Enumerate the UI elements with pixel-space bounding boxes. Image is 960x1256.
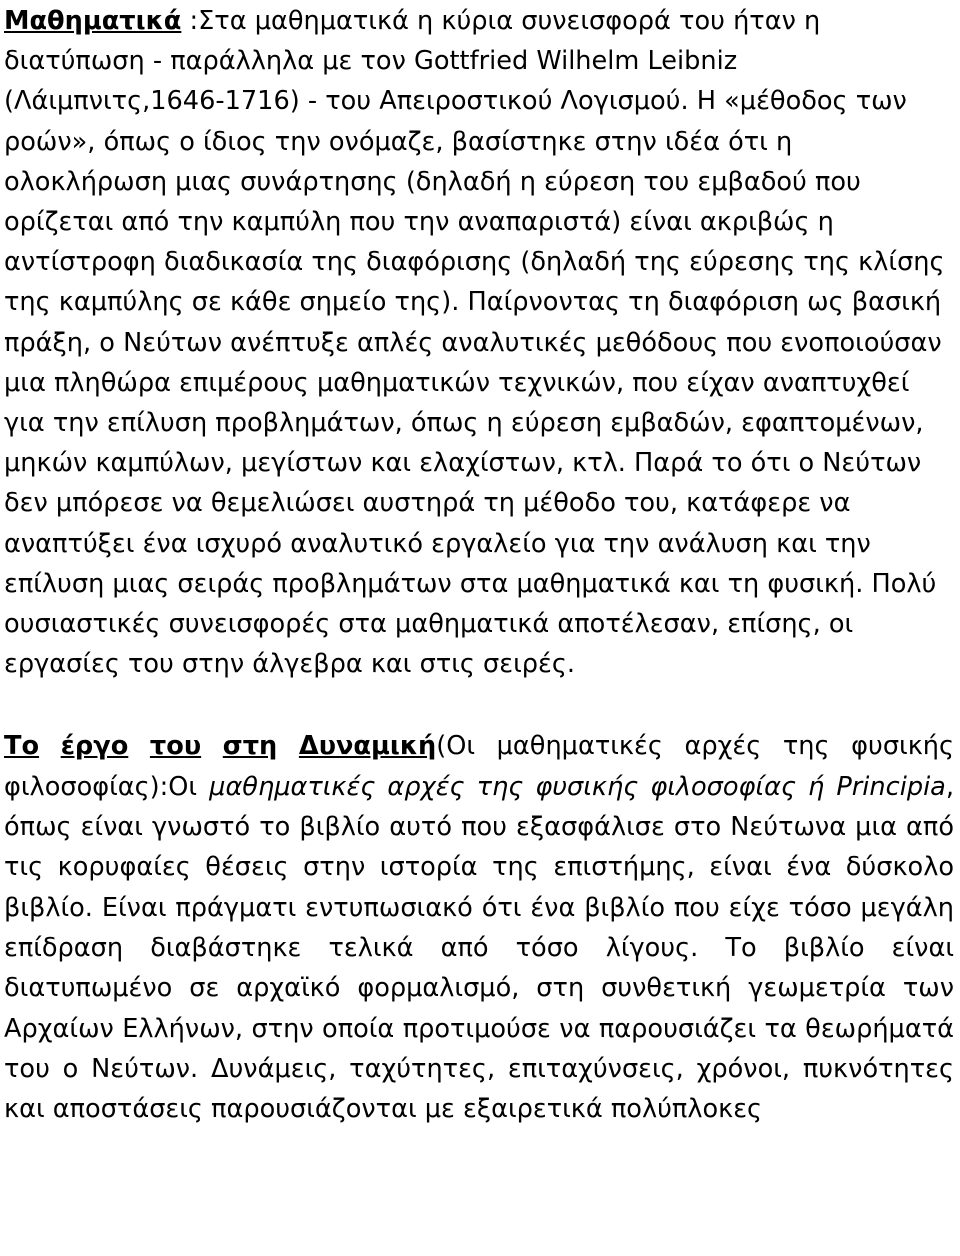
dynamics-paragraph <box>4 726 954 1129</box>
dynamics-heading-word-5: Δυναμική <box>298 731 437 762</box>
mathematics-body: Στα μαθηματικά η κύρια συνεισφορά του ήταν η διατύπωση - παράλληλα με τον Gottfried Wilhelm Leibniz (Λάιμπνιτς,1646-1716) - του Απειροστικού Λογισμού. Η «μέθοδος των ροών», όπως ο ίδιος την ονόμαζε, βασίστηκε στην ιδέα ότι η ολοκλήρωση μιας συνάρτησης (δηλαδή η εύρεση του εμβαδού που ορίζεται από την καμπύλη που την αναπαριστά) είναι ακριβώς η αντίστροφη διαδικασία της διαφόρισης (δηλαδή της εύρεσης της κλίσης της καμπύλης σε κάθε σημείο της). Παίρνοντας τη διαφόριση ως βασική πράξη, ο Νεύτων ανέπτυξε απλές αναλυτικές μεθόδους που ενοποιούσαν μια πληθώρα επιμέρους μαθηματικών τεχνικών, που είχαν αναπτυχθεί για την επίλυση προβλημάτων, όπως η εύρεση εμβαδών, εφαπτομένων, μηκών καμπύλων, μεγίστων και ελαχίστων, κτλ. Παρά το ότι ο Νεύτων δεν μπόρεσε να θεμελιώσει αυστηρά τη μέθοδο του, κατάφερε να αναπτύξει ένα ισχυρό αναλυτικό εργαλείο για την ανάλυση και την επίλυση μιας σειράς προβλημάτων στα μαθηματικά και τη φυσική. Πολύ ουσιαστικές συνεισφορές στα μαθηματικά αποτέλεσαν, επίσης, οι εργασίες του στην άλγεβρα και στις σειρές. <box>4 6 945 680</box>
dynamics-heading-word-1: Το <box>4 731 40 762</box>
principia-title: μαθηματικές αρχές της φυσικής φιλοσοφίας ή Principia <box>209 771 946 802</box>
dynamics-heading-word-2: έργο <box>60 731 129 762</box>
dynamics-heading-word-3: του <box>149 731 202 762</box>
dynamics-heading-word-4: στη <box>222 731 278 762</box>
mathematics-paragraph <box>4 0 954 684</box>
dynamics-body: , όπως είναι γνωστό το βιβλίο αυτό που εξασφάλισε στο Νεύτωνα μια από τις κορυφαίες θέσεις στην ιστορία της επιστήμης, είναι ένα δύσκολο βιβλίο. Είναι πράγματι εντυπωσιακό ότι ένα βιβλίο που είχε τόσο μεγάλη επίδραση διαβάστηκε τελικά από τόσο λίγους. Το βιβλίο είναι διατυπωμένο σε αρχαϊκό φορμαλισμό, στη συνθετική γεωμετρία των Αρχαίων Ελλήνων, στην οποία προτιμούσε να παρουσιάζει τα θεωρήματά του ο Νεύτων. Δυνάμεις, ταχύτητες, επιταχύνσεις, χρόνοι, πυκνότητες και αποστάσεις παρουσιάζονται με εξαιρετικά πολύπλοκες <box>4 771 954 1125</box>
document-page <box>4 0 954 1129</box>
paragraph-gap <box>4 684 954 726</box>
mathematics-heading: Μαθηματικά <box>4 6 182 36</box>
dynamics-intro: (Οι μαθηματικές αρχές της φυσικής φιλοσοφίας):Οι <box>4 731 955 802</box>
heading-separator: : <box>181 6 199 36</box>
